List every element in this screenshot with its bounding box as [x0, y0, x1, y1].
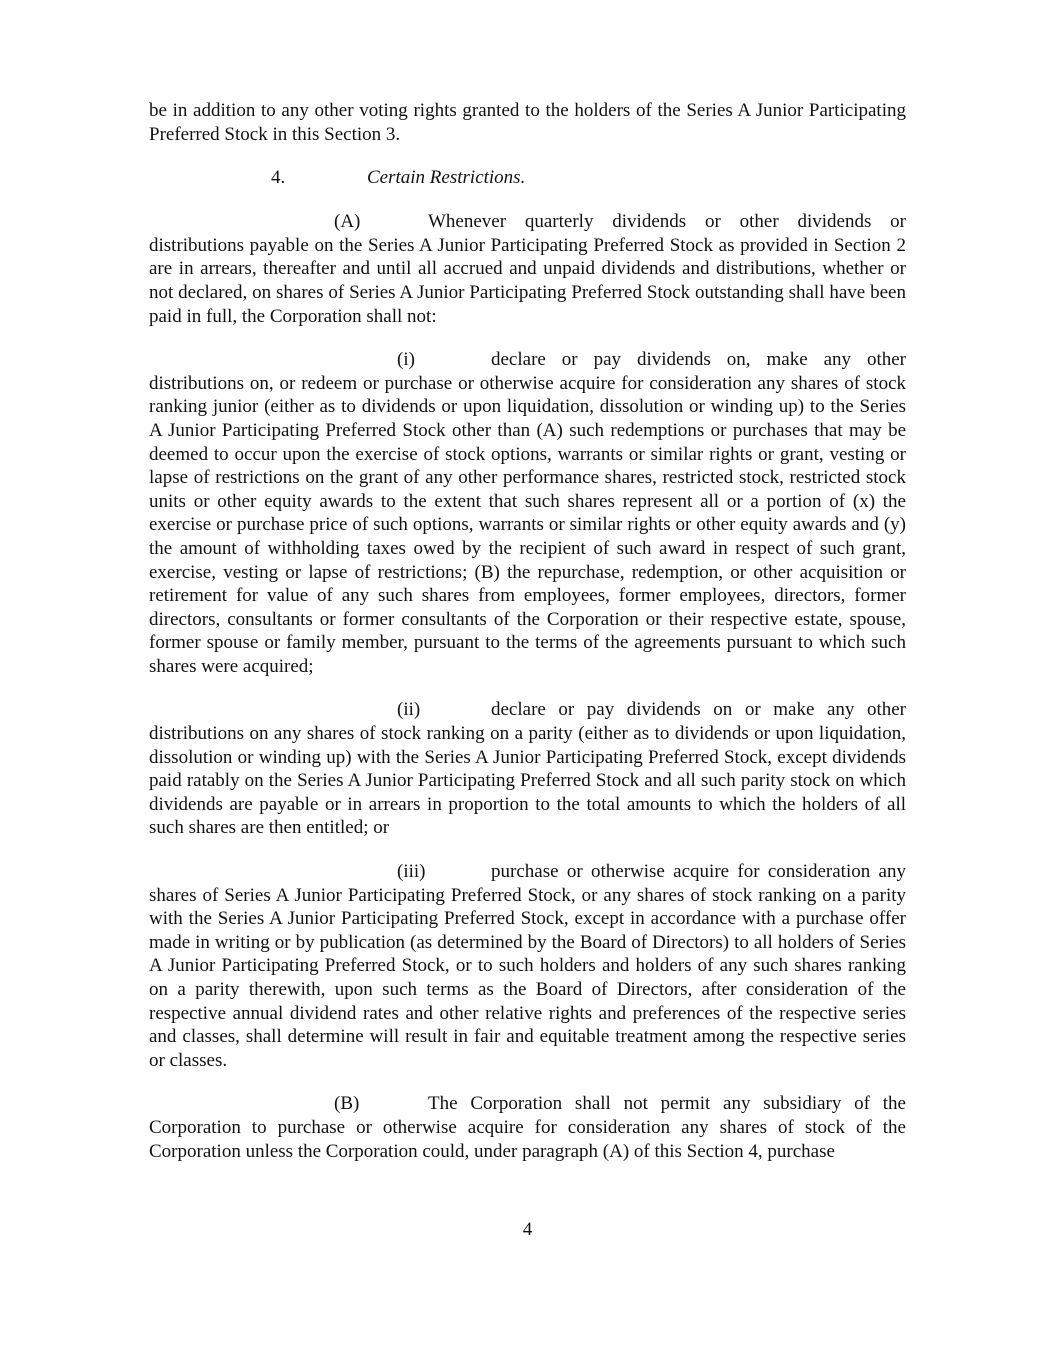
clause-iii-label: (iii) [397, 861, 426, 883]
paragraph-a [149, 210, 906, 328]
section-heading [149, 166, 906, 190]
paragraph-a-label: (A) [334, 211, 361, 233]
section-title: Certain Restrictions. [367, 167, 526, 189]
clause-ii-text: declare or pay dividends on or make any other distributions on any shares of stock ranking on a parity (either as to dividends or upon liquidation, dissolution or winding up) with the Series A Junior Participating Preferred Stock, except dividends paid ratably on the Series A Junior Participating Preferred Stock and all such parity stock on which dividends are payable or in arrears in proportion to the total amounts to which the holders of all such shares are then entitled; or [149, 699, 906, 839]
clause-i-text: declare or pay dividends on, make any other distributions on, or redeem or purchase or otherwise acquire for consideration any shares of stock ranking junior (either as to dividends or upon liquidation, dissolution or winding up) to the Series A Junior Participating Preferred Stock other than (A) such redemptions or purchases that may be deemed to occur upon the exercise of stock options, warrants or similar rights or grant, vesting or lapse of restrictions on the grant of any other performance shares, restricted stock, restricted stock units or other equity awards to the extent that such shares represent all or a portion of (x) the exercise or purchase price of such options, warrants or similar rights or other equity awards and (y) the amount of withholding taxes owed by the recipient of such award in respect of such grant, exercise, vesting or lapse of restrictions; (B) the repurchase, redemption, or other acquisition or retirement for value of any such shares from employees, former employees, directors, former directors, consultants or former consultants of the Corporation or their respective estate, spouse, former spouse or family member, pursuant to the terms of the agreements pursuant to which such shares were acquired; [149, 349, 906, 677]
clause-i-label: (i) [397, 349, 415, 371]
clause-iii-text: purchase or otherwise acquire for consideration any shares of Series A Junior Participating Preferred Stock, or any shares of stock ranking on a parity with the Series A Junior Participating Preferred Stock, except in accordance with a purchase offer made in writing or by publication (as determined by the Board of Directors) to all holders of Series A Junior Participating Preferred Stock, or to such holders and holders of any such shares ranking on a parity therewith, upon such terms as the Board of Directors, after consideration of the respective annual dividend rates and other relative rights and preferences of the respective series and classes, shall determine will result in fair and equitable treatment among the respective series or classes. [149, 861, 906, 1071]
intro-paragraph: be in addition to any other voting rights granted to the holders of the Series A Junior Participating Preferred Stock in this Section 3. [149, 100, 906, 145]
paragraph-b-text: The Corporation shall not permit any subsidiary of the Corporation to purchase or otherwise acquire for consideration any shares of stock of the Corporation unless the Corporation could, under paragraph (A) of this Section 4, purchase [149, 1093, 906, 1162]
clause-ii-label: (ii) [397, 699, 421, 721]
clause-ii [149, 698, 906, 840]
paragraph-a-text: Whenever quarterly dividends or other dividends or distributions payable on the Series A Junior Participating Preferred Stock as provided in Section 2 are in arrears, thereafter and until all accrued and unpaid dividends and distributions, whether or not declared, on shares of Series A Junior Participating Preferred Stock outstanding shall have been paid in full, the Corporation shall not: [149, 211, 906, 327]
document-page [149, 99, 906, 1163]
clause-iii [149, 860, 906, 1072]
paragraph-b [149, 1092, 906, 1163]
clause-i [149, 348, 906, 678]
page-number: 4 [522, 1219, 533, 1240]
paragraph-b-label: (B) [334, 1093, 360, 1115]
section-number: 4. [271, 167, 286, 189]
